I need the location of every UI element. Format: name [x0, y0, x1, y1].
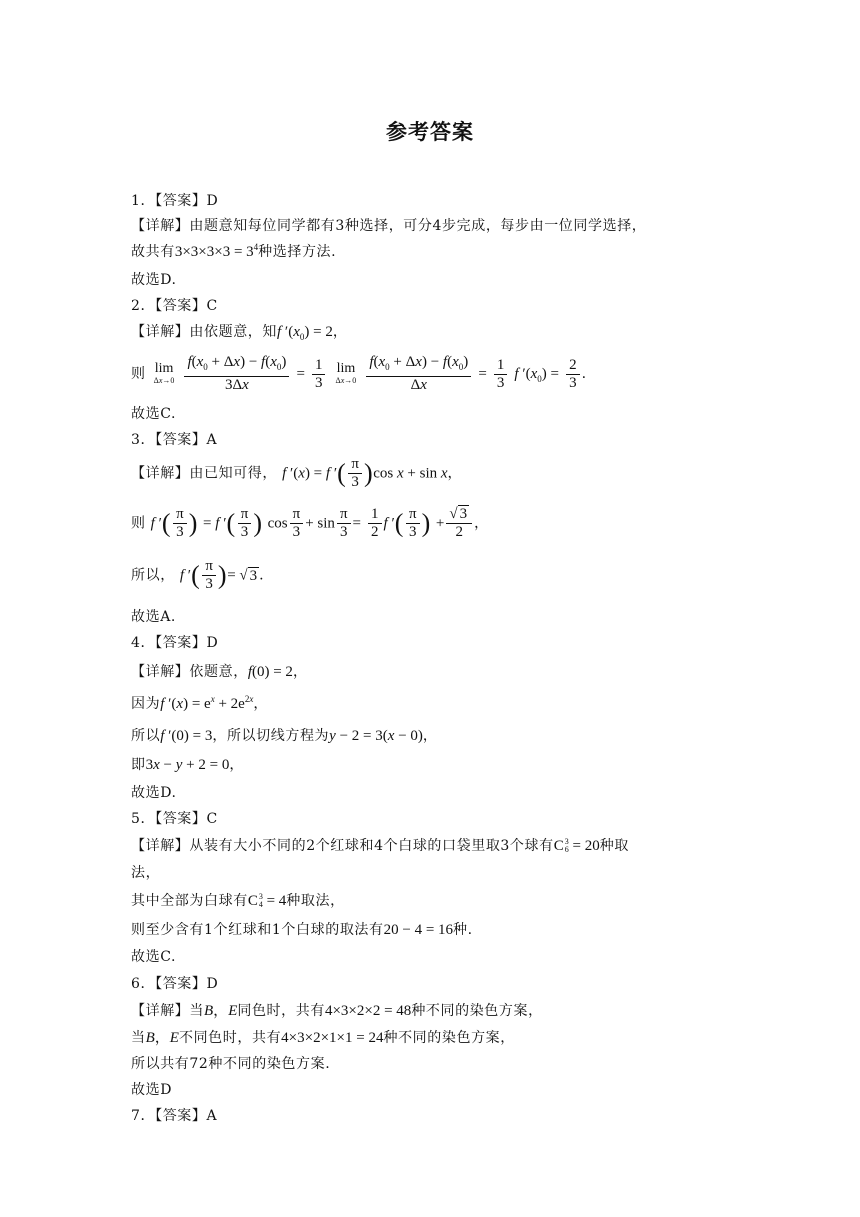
q6-detail-line3: 所以共有72种不同的染色方案.: [131, 1056, 331, 1072]
q3-answer: 3．【答案】A: [131, 432, 218, 448]
q5-answer: 5．【答案】C: [131, 811, 218, 827]
q3-conclusion: 故选A.: [131, 609, 176, 625]
q3-detail-line2: 则 f ′( $\frac{\pi}{3}$ ) = f ′( $\frac{\pi}{3}$ ) cos $\frac{\pi}{3}$ + sin $\frac{\pi}{3}$ = $\frac{1}{2}$ f ′( $\frac{\pi}{3}$ ) + $\frac{√ 3}{2}$ ，: [131, 506, 489, 540]
q4-detail-line2: 因为f $'(x) = e^x + 2e^{2x}$，: [131, 694, 268, 712]
q7-answer: 7．【答案】A: [131, 1108, 218, 1124]
q1-conclusion: 故选D.: [131, 272, 177, 288]
q2-answer: 2．【答案】C: [131, 298, 218, 314]
q6-detail-line1: 【详解】当B，E同色时，共有4×3×2×2 = 48种不同的染色方案，: [131, 1003, 543, 1019]
q1-detail-line1: 【详解】由题意知每位同学都有3种选择，可分4步完成，每步由一位同学选择，: [131, 218, 647, 234]
page-title: 参考答案: [386, 120, 474, 144]
q6-detail-line2: 当B，E不同色时，共有4×3×2×1×1 = 24种不同的染色方案，: [131, 1030, 515, 1046]
q3-detail-line3: 所以， f ′( $\frac{\pi}{3}$ )= √ 3 .: [131, 558, 265, 592]
q4-detail-line4: 即3x − y + 2 = 0，: [131, 757, 244, 773]
q3-detail-line1: 【详解】由已知可得， f ′(x) = f ′( $\frac{\pi}{3}$ )cos x + sin x，: [131, 456, 463, 490]
q4-conclusion: 故选D.: [131, 785, 177, 801]
q5-detail-line2: 法，: [131, 865, 161, 881]
q6-conclusion: 故选D: [131, 1082, 173, 1098]
q6-answer: 6．【答案】D: [131, 976, 219, 992]
q4-detail-line3: 所以f ′(0) = 3，所以切线方程为y − 2 = 3(x − 0)，: [131, 728, 438, 744]
q2-conclusion: 故选C.: [131, 406, 177, 422]
q5-conclusion: 故选C.: [131, 949, 177, 965]
q2-limit-formula: 则 lim Δx→0 $\frac{f(x_0 + \Delta x) - f(x_0)}{3\Delta x}$ = $\frac{1}{3}$ lim Δx→0 $\frac{f(x_0 + \Delta x) - f(x_0)}{\Delta x}$ = $\frac{1}{3}$ f $'(x_0)$ = $\frac{2}{3}$ .: [131, 354, 587, 393]
q1-detail-line2: 故共有$3\times 3\times 3\times 3 = 3^4$种选择方法.: [131, 242, 337, 260]
q5-detail-line3: 其中全部为白球有C 3 4 = 4种取法，: [131, 892, 345, 909]
q5-detail-line4: 则至少含有1个红球和1个白球的取法有20 − 4 = 16种.: [131, 922, 473, 938]
q1-answer: 1．【答案】D: [131, 193, 219, 209]
q2-detail-line1: 【详解】由依题意，知f $'(x_0) = 2$，: [131, 324, 348, 342]
q4-detail-line1: 【详解】依题意，f(0) = 2，: [131, 664, 308, 680]
q4-answer: 4．【答案】D: [131, 635, 219, 651]
q5-detail-line1: 【详解】从装有大小不同的2个红球和4个白球的口袋里取3个球有C 3 6 = 20种取: [131, 837, 629, 854]
